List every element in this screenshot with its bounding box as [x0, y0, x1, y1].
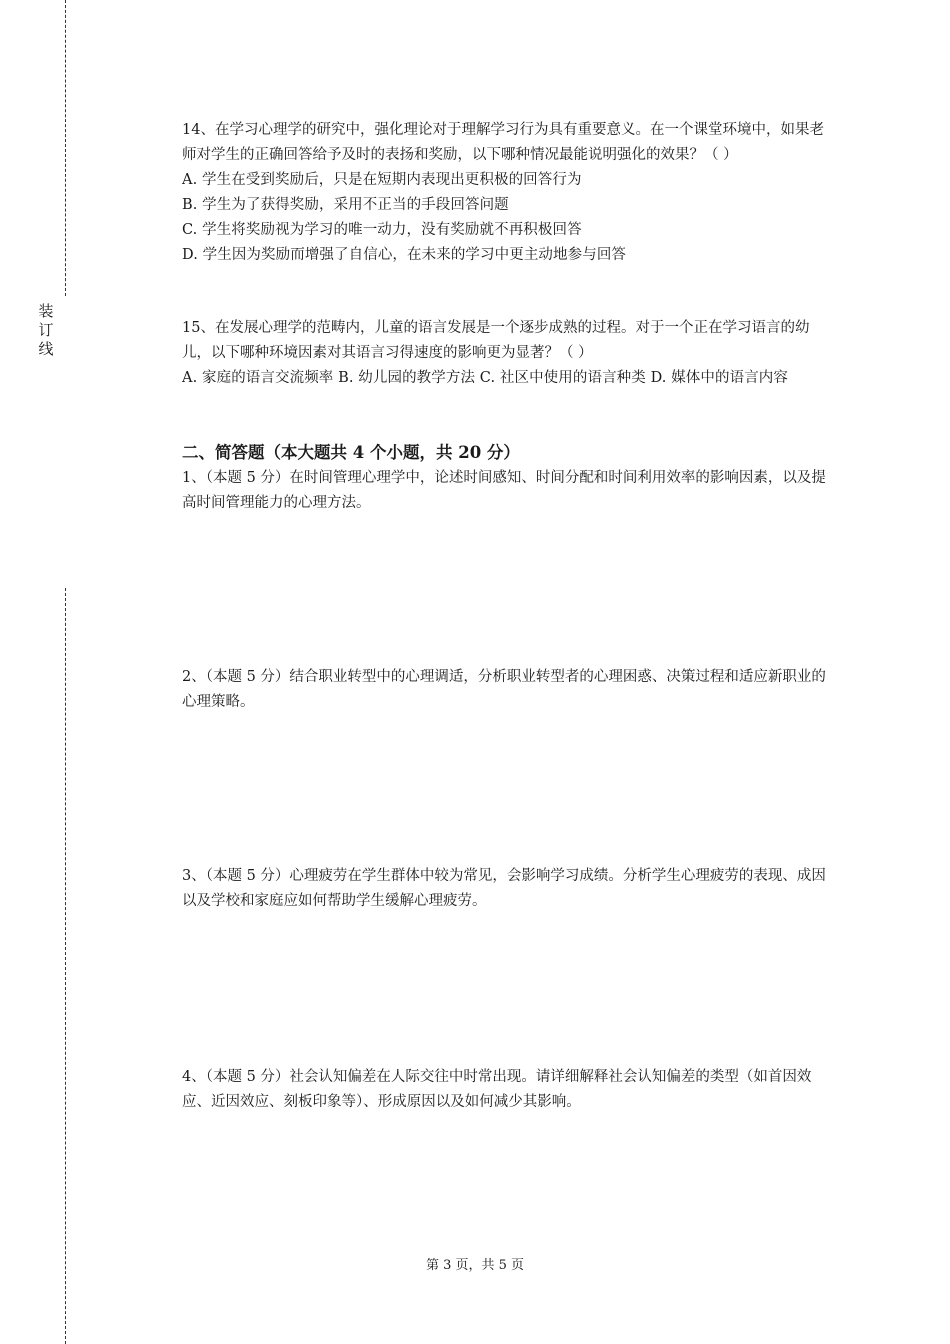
question-text: 4、（本题 5 分）社会认知偏差在人际交往中时常出现。请详细解释社会认知偏差的类型（如首因效应、近因效应、刻板印象等）、形成原因以及如何减少其影响。: [182, 1069, 812, 1110]
binding-dashed-line-bottom: [65, 588, 66, 1344]
question-text: 2、（本题 5 分）结合职业转型中的心理调适，分析职业转型者的心理困惑、决策过程和适应新职业的心理策略。: [182, 669, 826, 710]
question-text: 1、（本题 5 分）在时间管理心理学中，论述时间感知、时间分配和时间利用效率的影响因素，以及提高时间管理能力的心理方法。: [182, 470, 826, 511]
short-answer-question: [182, 864, 838, 914]
short-answer-question: [182, 1065, 838, 1115]
section-title: 二、简答题（本大题共 4 个小题，共 20 分）: [182, 443, 520, 462]
binding-char: 装: [38, 302, 54, 320]
short-answer-question: [182, 665, 838, 715]
question-stem: 15、在发展心理学的范畴内，儿童的语言发展是一个逐步成熟的过程。对于一个正在学习语言的幼儿，以下哪种环境因素对其语言习得速度的影响更为显著？（ ）: [182, 320, 810, 361]
page-number: 第 3 页，共 5 页: [425, 1258, 525, 1273]
option-a: A. 学生在受到奖励后，只是在短期内表现出更积极的回答行为: [182, 172, 582, 188]
question-14: [182, 118, 838, 268]
binding-label: [36, 302, 56, 359]
question-stem: 14、在学习心理学的研究中，强化理论对于理解学习行为具有重要意义。在一个课堂环境中，如果老师对学生的正确回答给予及时的表扬和奖励，以下哪种情况最能说明强化的效果？（ ）: [182, 122, 824, 163]
question-text: 3、（本题 5 分）心理疲劳在学生群体中较为常见，会影响学习成绩。分析学生心理疲劳的表现、成因以及学校和家庭应如何帮助学生缓解心理疲劳。: [182, 868, 826, 909]
option-d: D. 学生因为奖励而增强了自信心，在未来的学习中更主动地参与回答: [182, 247, 627, 263]
binding-dashed-line-top: [65, 0, 66, 296]
binding-char: 订: [38, 321, 54, 339]
binding-char: 线: [38, 340, 54, 358]
short-answer-question: [182, 466, 838, 516]
question-15: [182, 316, 838, 391]
option-b: B. 学生为了获得奖励，采用不正当的手段回答问题: [182, 197, 509, 213]
option-c: C. 学生将奖励视为学习的唯一动力，没有奖励就不再积极回答: [182, 222, 582, 238]
options-line: A. 家庭的语言交流频率 B. 幼儿园的教学方法 C. 社区中使用的语言种类 D. 媒体中的语言内容: [182, 370, 789, 386]
